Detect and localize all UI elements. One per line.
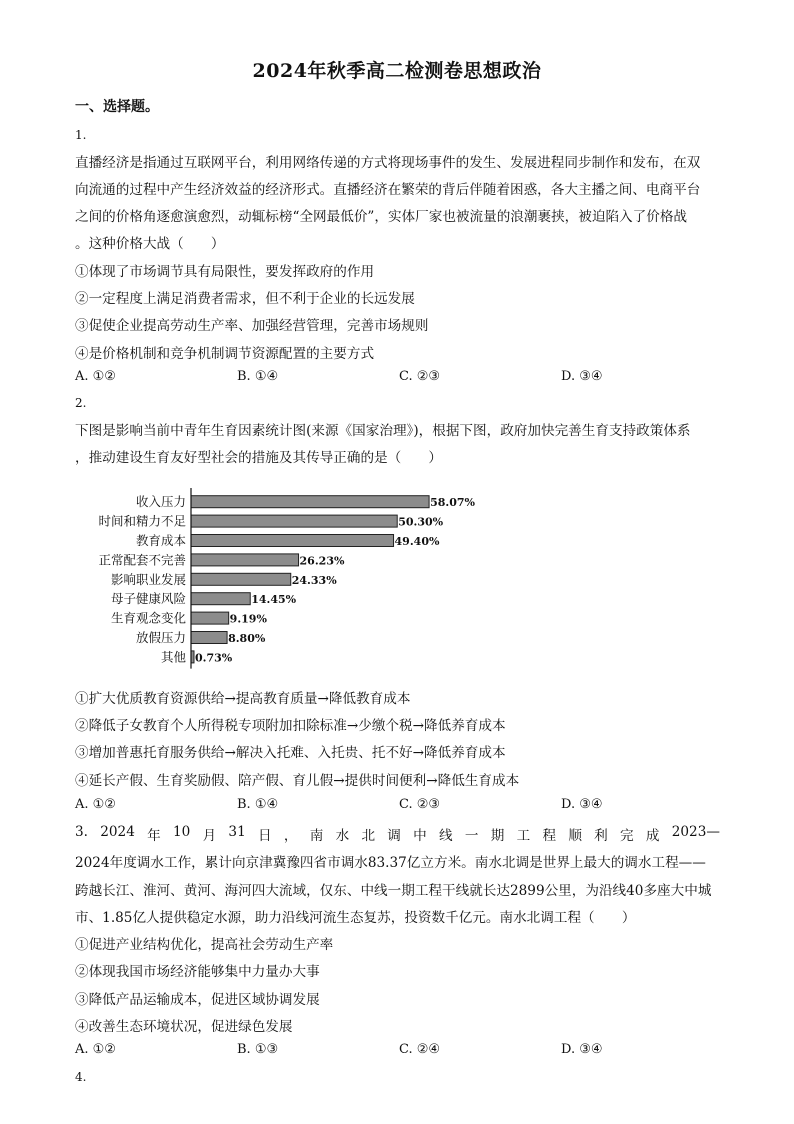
statement-item: ①促进产业结构优化，提高社会劳动生产率 [75, 937, 334, 953]
chart-data-label: 0.73% [194, 651, 233, 665]
answer-options [75, 1042, 725, 1060]
statement-item: ④改善生态环境状况，促进绿色发展 [75, 1019, 293, 1035]
chart-category-label: 其他 [160, 649, 186, 665]
q3-word: 中 [413, 828, 427, 844]
q3-word: 利 [594, 828, 608, 844]
question-stem-line: 直播经济是指通过互联网平台，利用网络传递的方式将现场事件的发生、发展进程同步制作和发布，在双 [75, 155, 701, 171]
question-number: 2. [75, 396, 87, 410]
option-c[interactable]: C. ②③ [399, 369, 441, 384]
chart-bar [191, 632, 227, 644]
chart-category-label: 影响职业发展 [110, 571, 186, 587]
option-d[interactable]: D. ③④ [561, 369, 603, 384]
option-a[interactable]: A. ①② [75, 1042, 116, 1057]
q3-word: 2023— [671, 824, 720, 840]
q3-word: 线 [439, 828, 453, 844]
option-a[interactable]: A. ①② [75, 797, 116, 812]
q3-word: 程 [542, 828, 557, 844]
chart-data-label: 50.30% [398, 515, 444, 529]
chart-category-label: 生育观念变化 [110, 610, 186, 626]
q3-word: 2024 [100, 824, 135, 840]
q3-word: 水 [335, 828, 350, 844]
question-3-first-line [75, 824, 720, 844]
chart-category-label: 放假压力 [135, 630, 186, 645]
q3-word: 北 [361, 828, 376, 844]
section-heading: 一、选择题。 [75, 99, 159, 115]
chart-bar [191, 573, 291, 585]
chart-data-label: 49.40% [394, 535, 440, 548]
chart-bar [191, 612, 229, 624]
q3-word: 年 [147, 828, 161, 844]
statement-item: ①扩大优质教育资源供给→提高教育质量→降低教育成本 [75, 691, 411, 707]
statement-item: ③促使企业提高劳动生产率、加强经营管理，完善市场规则 [75, 318, 429, 334]
chart-category-label: 教育成本 [135, 533, 186, 548]
chart-bar [191, 593, 250, 605]
option-c[interactable]: C. ②④ [399, 1042, 441, 1057]
chart-bar [191, 535, 394, 547]
q3-word: 一 [464, 828, 479, 844]
q3-word: 10 [172, 824, 191, 840]
chart-category-label: 收入压力 [135, 494, 186, 510]
q3-word: 月 [202, 828, 217, 844]
option-b[interactable]: B. ①④ [237, 369, 279, 384]
option-b[interactable]: B. ①④ [237, 797, 279, 812]
chart-data-label: 24.33% [291, 573, 337, 587]
option-d[interactable]: D. ③④ [561, 1042, 603, 1057]
chart-data-label: 14.45% [251, 593, 297, 607]
answer-options [75, 369, 725, 387]
page-title: 2024年秋季高二检测卷思想政治 [252, 60, 542, 82]
statement-item: ②体现我国市场经济能够集中力量办大事 [75, 964, 320, 980]
q3-word: 31 [228, 824, 246, 840]
question-stem-line: 2024年度调水工作，累计向京津冀豫四省市调水83.37亿立方米。南水北调是世界上最大的调水工程—— [75, 855, 706, 871]
chart-data-label: 9.19% [229, 612, 267, 626]
question-stem-line: 。这种价格大战（ ） [75, 236, 225, 252]
chart-data-label: 8.80% [228, 632, 266, 645]
chart-data-label: 26.23% [299, 554, 345, 568]
question-stem-line: 之间的价格角逐愈演愈烈，动辄标榜“全网最低价”，实体厂家也被流量的浪潮裹挟，被迫陷入了价格战 [75, 209, 688, 225]
statement-item: ③增加普惠托育服务供给→解决入托难、入托贵、托不好→降低养育成本 [75, 745, 506, 761]
question-number: 1. [75, 128, 87, 142]
question-stem-line: 跨越长江、淮河、黄河、海河四大流域，仅东、中线一期工程干线就长达2899公里，为沿线40多座大中城 [75, 883, 712, 899]
statement-item: ④延长产假、生育奖励假、陪产假、育儿假→提供时间便利→降低生育成本 [75, 773, 520, 789]
q3-word: 顺 [568, 828, 582, 844]
statement-item: ③降低产品运输成本，促进区域协调发展 [75, 992, 320, 1008]
chart-bar [191, 554, 299, 566]
q3-word: 期 [490, 828, 505, 844]
q3-word: 工 [516, 828, 531, 844]
chart-category-label: 母子健康风险 [110, 591, 186, 607]
question-stem-line: 下图是影响当前中青年生育因素统计图(来源《国家治理》)，根据下图，政府加快完善生育支持政策体系 [75, 423, 691, 439]
question-stem-line: 市、1.85亿人提供稳定水源，助力沿线河流生态复苏，投资数千亿元。南水北调工程（ ） [75, 910, 636, 926]
q3-word: 日 [258, 828, 272, 844]
q3-word: 完 [620, 828, 634, 844]
option-c[interactable]: C. ②③ [399, 797, 441, 812]
question-number: 4. [75, 1070, 87, 1084]
q3-word: 成 [645, 828, 660, 844]
option-b[interactable]: B. ①③ [237, 1042, 279, 1057]
chart-bar [191, 515, 397, 527]
q3-word: 3. [75, 824, 88, 840]
option-a[interactable]: A. ①② [75, 369, 116, 384]
q3-word: ， [283, 828, 298, 844]
question-stem-line: 向流通的过程中产生经济效益的经济形式。直播经济在繁荣的背后伴随着困惑，各大主播之间、电商平台 [75, 182, 701, 198]
statement-item: ②降低子女教育个人所得税专项附加扣除标准→少缴个税→降低养育成本 [75, 718, 506, 734]
q3-word: 南 [309, 828, 324, 844]
statement-item: ②一定程度上满足消费者需求，但不利于企业的长远发展 [75, 291, 415, 307]
fertility-factors-bar-chart [75, 484, 495, 670]
question-stem-line: ，推动建设生育友好型社会的措施及其传导正确的是（ ） [75, 450, 443, 466]
chart-category-label: 正常配套不完善 [98, 552, 186, 568]
answer-options [75, 797, 725, 815]
chart-bar [191, 496, 429, 508]
chart-data-label: 58.07% [430, 496, 475, 510]
option-d[interactable]: D. ③④ [561, 797, 603, 812]
statement-item: ④是价格机制和竞争机制调节资源配置的主要方式 [75, 346, 375, 362]
statement-item: ①体现了市场调节具有局限性，要发挥政府的作用 [75, 264, 375, 280]
q3-word: 调 [387, 828, 401, 844]
chart-category-label: 时间和精力不足 [98, 513, 186, 529]
